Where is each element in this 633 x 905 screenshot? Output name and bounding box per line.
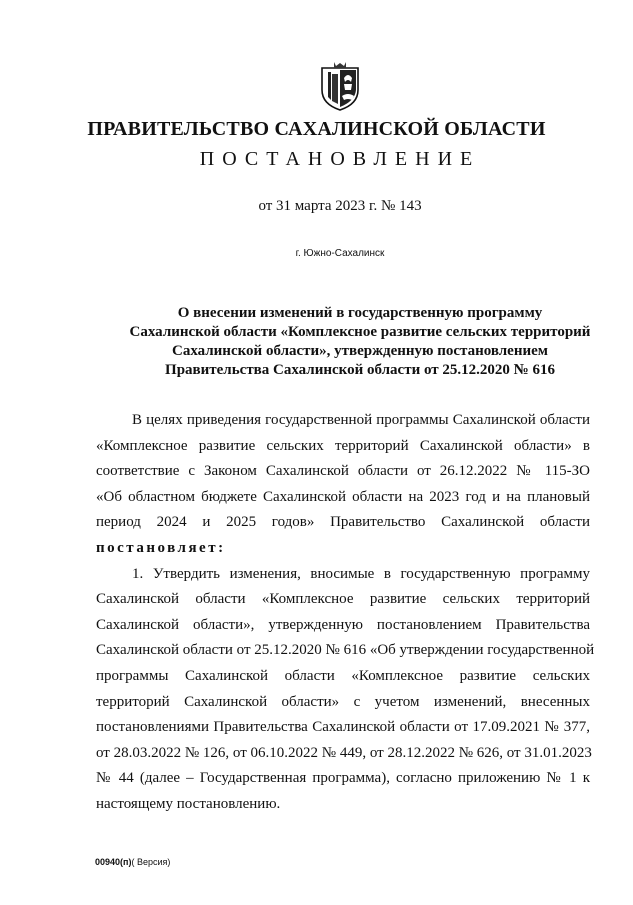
- preamble-line: «Комплексное развитие сельских территорий Сахалинской области» в: [96, 437, 590, 454]
- item-line: Сахалинской области», утвержденную постановлением Правительства: [96, 616, 590, 633]
- city: г. Южно-Сахалинск: [295, 248, 385, 259]
- preamble-line: В целях приведения государственной программы Сахалинской области: [132, 412, 590, 428]
- subject-line: Правительства Сахалинской области от 25.12.2020 № 616: [165, 362, 555, 378]
- footer-code: 00940(п): [95, 857, 132, 867]
- footer-version-label: ( Версия): [131, 857, 171, 867]
- subject-line: Сахалинской области «Комплексное развитие сельских территорий: [129, 324, 591, 340]
- preamble-line: «Об областном бюджете Сахалинской области на 2023 год и на плановый: [96, 488, 590, 505]
- footer-version: [95, 857, 170, 867]
- item-line: № 44 (далее – Государственная программа), согласно приложению № 1 к: [96, 770, 590, 787]
- date-and-number: от 31 марта 2023 г. № 143: [258, 198, 422, 214]
- preamble-line: период 2024 и 2025 годов» Правительство Сахалинской области: [96, 514, 590, 531]
- item-line: от 28.03.2022 № 126, от 06.10.2022 № 449, от 28.12.2022 № 626, от 31.01.2023: [96, 744, 592, 761]
- resolves-word: постановляет:: [96, 539, 226, 556]
- subject-line: О внесении изменений в государственную программу: [177, 305, 543, 321]
- item-line: территорий Сахалинской области» с учетом изменений, внесенных: [96, 693, 590, 710]
- item-line: Сахалинской области «Комплексное развитие сельских территорий: [96, 591, 590, 608]
- item-line: 1. Утвердить изменения, вносимые в государственную программу: [132, 565, 590, 582]
- sakhalin-coat-of-arms-icon: [318, 60, 362, 112]
- preamble-line: соответствие с Законом Сахалинской области от 26.12.2022 № 115-ЗО: [96, 463, 590, 480]
- item-line: постановлениями Правительства Сахалинской области от 17.09.2021 № 377,: [96, 719, 590, 736]
- item-line: настоящему постановлению.: [96, 795, 281, 812]
- item-line: программы Сахалинской области «Комплексное развитие сельских: [96, 667, 590, 684]
- item-line: Сахалинской области от 25.12.2020 № 616 «Об утверждении государственной: [96, 642, 595, 659]
- document-type: ПОСТАНОВЛЕНИЕ: [199, 148, 481, 170]
- organization-name: ПРАВИТЕЛЬСТВО САХАЛИНСКОЙ ОБЛАСТИ: [87, 118, 546, 140]
- subject-line: Сахалинской области», утвержденную постановлением: [171, 343, 549, 359]
- document-subject: [60, 304, 633, 380]
- document-body: [96, 408, 595, 818]
